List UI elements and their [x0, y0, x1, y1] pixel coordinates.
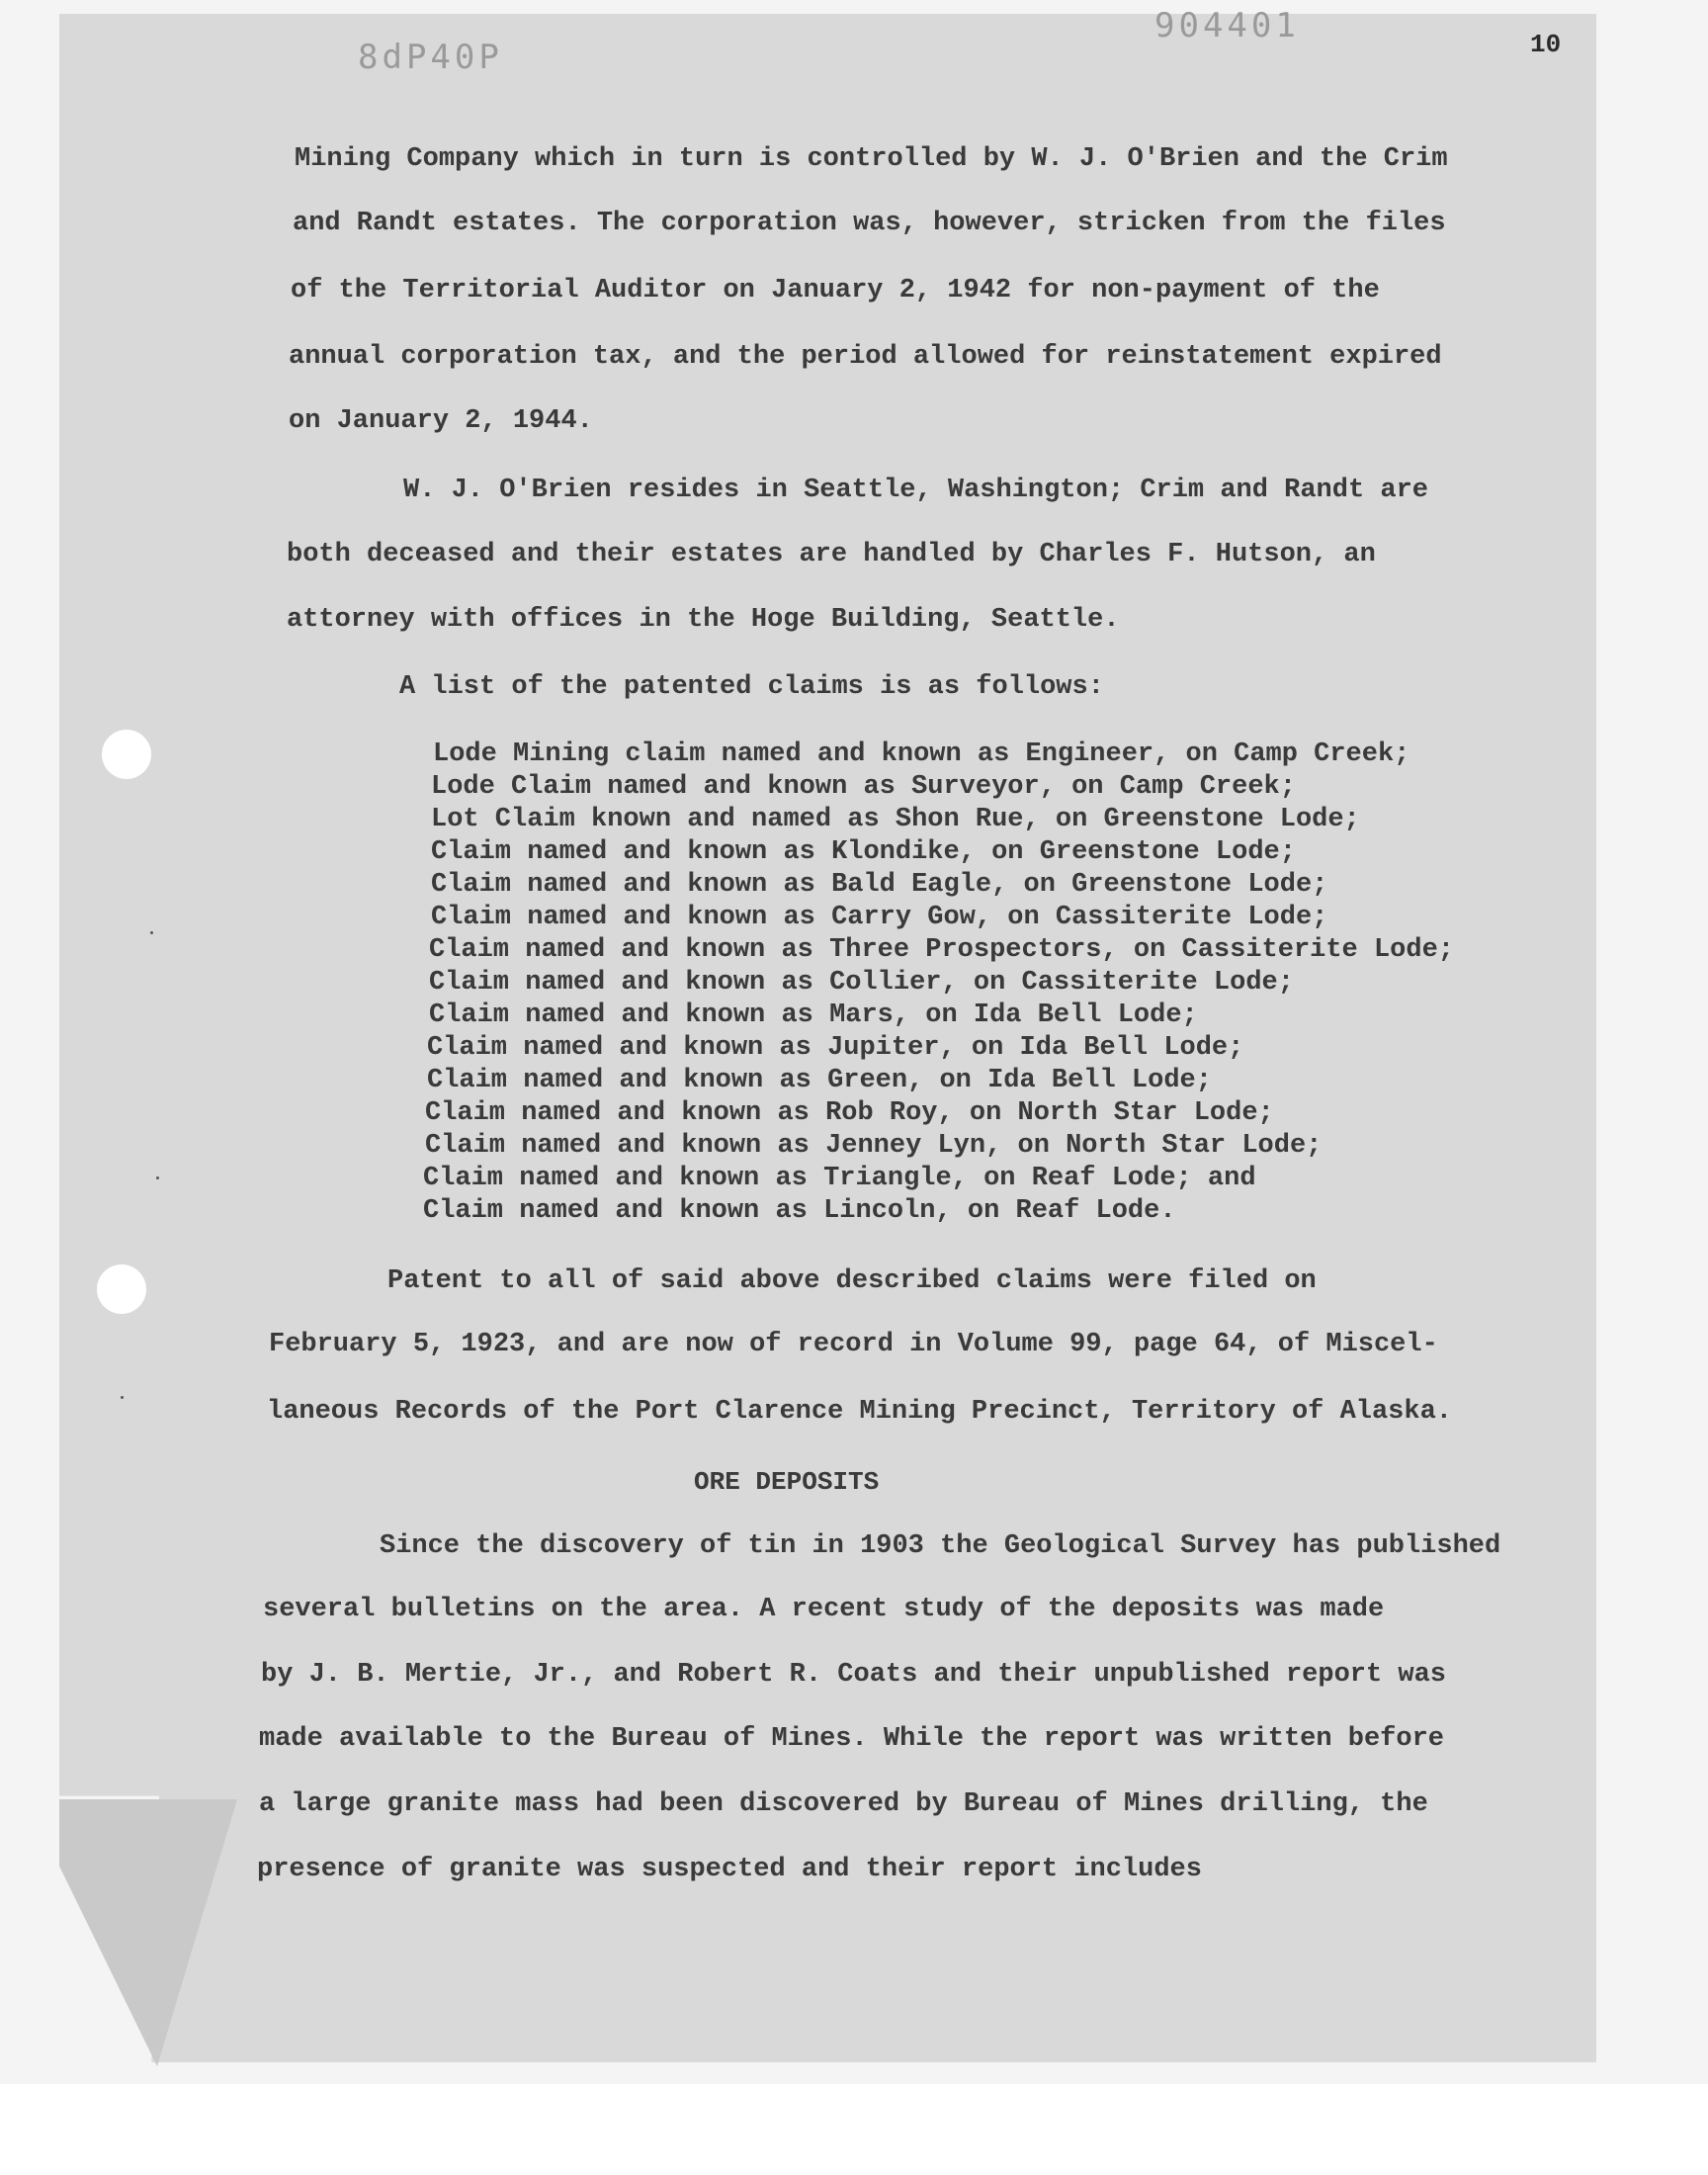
claim-list-item: Claim named and known as Bald Eagle, on Greenstone Lode;	[431, 870, 1328, 900]
claim-list-item: Claim named and known as Jupiter, on Ida Bell Lode;	[427, 1033, 1244, 1063]
section-heading: ORE DEPOSITS	[694, 1467, 880, 1497]
para4-line: several bulletins on the area. A recent study of the deposits was made	[263, 1595, 1385, 1624]
claim-list-item: Claim named and known as Three Prospectors, on Cassiterite Lode;	[429, 935, 1454, 965]
scan-speck	[121, 1396, 124, 1399]
claim-list-item: Claim named and known as Triangle, on Reaf Lode; and	[423, 1164, 1256, 1193]
para1-line: Mining Company which in turn is controlled by W. J. O'Brien and the Crim	[295, 144, 1448, 174]
claim-list-item: Lode Claim named and known as Surveyor, on Camp Creek;	[431, 772, 1296, 802]
para3-line: laneous Records of the Port Clarence Mining Precinct, Territory of Alaska.	[267, 1397, 1452, 1427]
list-intro: A list of the patented claims is as follows:	[399, 672, 1104, 702]
para4-line: presence of granite was suspected and their report includes	[257, 1855, 1202, 1884]
claim-list-item: Lot Claim known and named as Shon Rue, on Greenstone Lode;	[431, 805, 1360, 834]
para2-line: attorney with offices in the Hoge Building, Seattle.	[287, 605, 1120, 635]
stamp-top-left: 8dP40P	[358, 38, 503, 77]
stamp-top-right: 904401	[1154, 6, 1300, 45]
claim-list-item: Claim named and known as Collier, on Cassiterite Lode;	[429, 968, 1294, 998]
para4-line: made available to the Bureau of Mines. While the report was written before	[259, 1724, 1444, 1754]
para1-line: annual corporation tax, and the period allowed for reinstatement expired	[289, 342, 1442, 372]
para1-line: on January 2, 1944.	[289, 406, 593, 436]
claim-list-item: Claim named and known as Jenney Lyn, on North Star Lode;	[425, 1131, 1323, 1161]
para2-line: W. J. O'Brien resides in Seattle, Washington; Crim and Randt are	[403, 476, 1428, 505]
claim-list-item: Claim named and known as Klondike, on Greenstone Lode;	[431, 837, 1296, 867]
claim-list-item: Claim named and known as Lincoln, on Reaf Lode.	[423, 1196, 1176, 1226]
punch-hole-lower	[97, 1264, 146, 1314]
para3-line: Patent to all of said above described claims were filed on	[387, 1266, 1317, 1296]
claim-list-item: Claim named and known as Green, on Ida Bell Lode;	[427, 1066, 1212, 1095]
para1-line: and Randt estates. The corporation was, however, stricken from the files	[293, 209, 1446, 238]
claim-list-item: Claim named and known as Carry Gow, on Cassiterite Lode;	[431, 903, 1328, 932]
claim-list-item: Claim named and known as Mars, on Ida Bell Lode;	[429, 1000, 1198, 1030]
page-number: 10	[1530, 30, 1562, 59]
para2-line: both deceased and their estates are handled by Charles F. Hutson, an	[287, 540, 1376, 569]
para1-line: of the Territorial Auditor on January 2, 1942 for non-payment of the	[291, 276, 1380, 305]
claim-list-item: Claim named and known as Rob Roy, on North Star Lode;	[425, 1098, 1274, 1128]
para4-line: Since the discovery of tin in 1903 the Geological Survey has published	[380, 1531, 1501, 1561]
scan-speck	[150, 931, 153, 934]
para3-line: February 5, 1923, and are now of record in Volume 99, page 64, of Miscel-	[269, 1330, 1438, 1359]
para4-line: a large granite mass had been discovered by Bureau of Mines drilling, the	[259, 1789, 1428, 1819]
claim-list-item: Lode Mining claim named and known as Engineer, on Camp Creek;	[433, 740, 1410, 769]
para4-line: by J. B. Mertie, Jr., and Robert R. Coats and their unpublished report was	[261, 1660, 1446, 1690]
scan-speck	[156, 1176, 159, 1179]
punch-hole-upper	[102, 730, 151, 779]
